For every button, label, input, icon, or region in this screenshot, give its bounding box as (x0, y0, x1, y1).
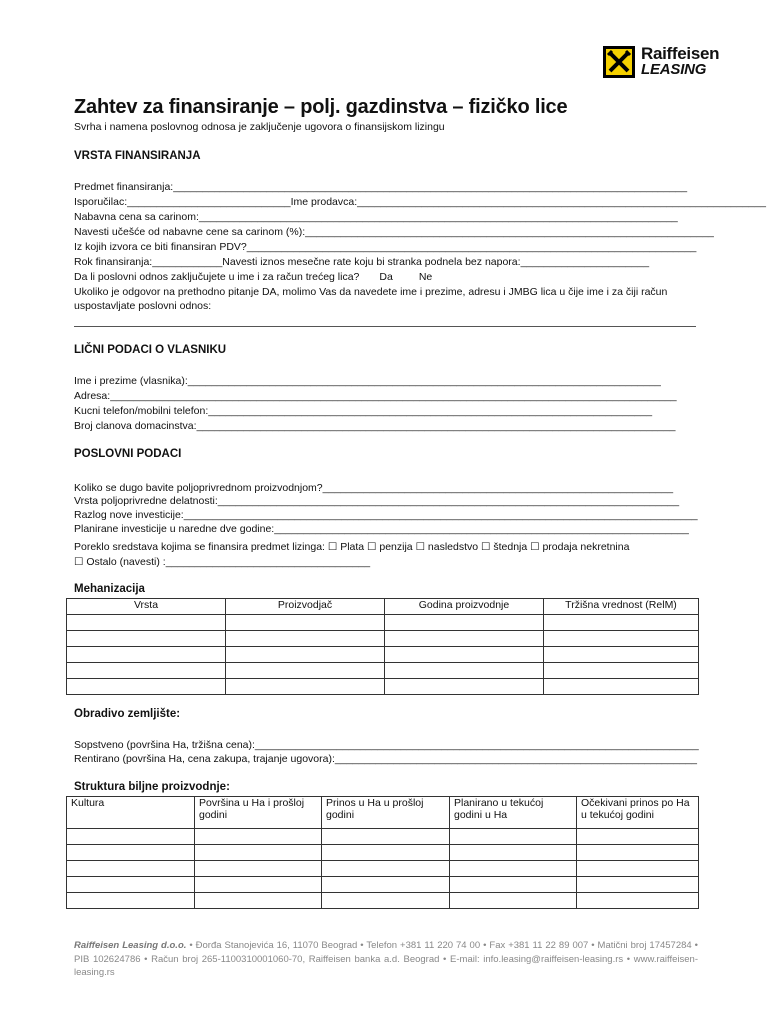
field-label: Razlog nove investicije: (74, 509, 184, 521)
column-header: Vrsta (67, 599, 226, 615)
table-row (67, 663, 699, 679)
table-row (67, 829, 699, 845)
field-isporucilac[interactable]: Isporučilac:____________________________Ime prodavca:______________________________________________________________________ (74, 196, 766, 208)
table-cell[interactable] (67, 861, 195, 877)
table-cell[interactable] (450, 877, 577, 893)
footer-contact-text: • Đorđa Stanojevića 16, 11070 Beograd • Telefon +381 11 220 74 00 • Fax +381 11 22 89 007 • Matični broj 17457284 • PIB 102624786 • Račun broj 265-1100310001060-70, Raiffeisen banka a.d. Beograd • E-mail: info.leasing@raiffeisen-leasing.rs • www.raiffeisen-leasing.rs (74, 940, 698, 978)
table-cell[interactable] (577, 829, 699, 845)
table-cell[interactable] (322, 829, 450, 845)
table-cell[interactable] (195, 861, 322, 877)
section-heading-poslovni: POSLOVNI PODACI (74, 448, 182, 460)
table-row (67, 647, 699, 663)
field-label: ☐ Ostalo (navesti) : (74, 556, 166, 568)
field-adresa[interactable]: Adresa:_________________________________________________________________________________________________ (74, 390, 677, 402)
page-title: Zahtev za finansiranje – polj. gazdinstva – fizičko lice (74, 96, 568, 118)
field-ostalo[interactable]: ☐ Ostalo (navesti) :___________________________________ (74, 556, 371, 568)
field-label: Isporučilac: (74, 196, 128, 208)
footer (74, 939, 698, 980)
field-label-rata: Navesti iznos mesečne rate koju bi stranka podnela bez napora: (222, 256, 521, 268)
field-pdv[interactable]: Iz kojih izvora ce biti finansiran PDV?_____________________________________________________________________________ (74, 241, 697, 253)
field-koliko-dugo[interactable]: Koliko se dugo bavite poljoprivrednom proizvodnjom?____________________________________________________________ (74, 482, 674, 494)
table-cell[interactable] (385, 615, 544, 631)
column-header: Proizvodjač (226, 599, 385, 615)
page-subtitle: Svrha i namena poslovnog odnosa je zaključenje ugovora o finansijskom lizingu (74, 121, 445, 133)
column-header: Površina u Ha i prošloj godini (195, 797, 322, 829)
table-cell[interactable] (195, 829, 322, 845)
table-row (67, 845, 699, 861)
field-broj-clanova[interactable]: Broj clanova domacinstva:__________________________________________________________________________________ (74, 420, 676, 432)
section-heading-struktura: Struktura biljne proizvodnje: (74, 781, 230, 793)
column-header: Godina proizvodnje (385, 599, 544, 615)
field-label: Rok finansiranja: (74, 256, 153, 268)
table-cell[interactable] (385, 663, 544, 679)
table-cell[interactable] (322, 877, 450, 893)
table-cell[interactable] (322, 893, 450, 909)
logo-text-raiffeisen: Raiffeisen (641, 44, 720, 63)
field-label: Ime i prezime (vlasnika): (74, 375, 188, 387)
table-cell[interactable] (544, 679, 699, 695)
table-cell[interactable] (226, 647, 385, 663)
table-cell[interactable] (544, 631, 699, 647)
table-cell[interactable] (226, 631, 385, 647)
field-label: Vrsta poljoprivredne delatnosti: (74, 495, 218, 507)
field-label: Da li poslovni odnos zaključujete u ime i za račun trećeg lica? (74, 271, 360, 283)
field-label: Navesti učešće od nabavne cene sa carinom (%): (74, 226, 306, 238)
ukoliko-text: Ukoliko je odgovor na prethodno pitanje DA, molimo Vas da navedete ime i prezime, adresu i JMBG lica u čije ime i za čiji račun uspostavljate poslovni odnos: (74, 286, 668, 312)
table-cell[interactable] (385, 631, 544, 647)
footer-company: Raiffeisen Leasing d.o.o. (74, 940, 187, 951)
field-razlog[interactable]: Razlog nove investicije:________________________________________________________________________________________ (74, 509, 698, 521)
table-cell[interactable] (577, 893, 699, 909)
raiffeisen-gable-cross-icon (603, 46, 635, 78)
table-row (67, 877, 699, 893)
table-cell[interactable] (322, 861, 450, 877)
field-telefon[interactable]: Kucni telefon/mobilni telefon:____________________________________________________________________________ (74, 405, 653, 417)
table-cell[interactable] (450, 829, 577, 845)
field-label: Sopstveno (površina Ha, tržišna cena): (74, 739, 255, 751)
table-cell[interactable] (544, 615, 699, 631)
table-cell[interactable] (67, 893, 195, 909)
field-label: Iz kojih izvora ce biti finansiran PDV? (74, 241, 247, 253)
table-row (67, 615, 699, 631)
table-cell[interactable] (195, 893, 322, 909)
section-heading-vrsta: VRSTA FINANSIRANJA (74, 150, 201, 162)
table-row (67, 861, 699, 877)
field-label: Kucni telefon/mobilni telefon: (74, 405, 209, 417)
raiffeisen-leasing-logo (603, 46, 733, 80)
table-cell[interactable] (226, 663, 385, 679)
table-cell[interactable] (226, 615, 385, 631)
table-cell[interactable] (322, 845, 450, 861)
option-da[interactable]: Da (379, 271, 393, 283)
table-cell[interactable] (385, 647, 544, 663)
field-ime-prezime[interactable]: Ime i prezime (vlasnika):_________________________________________________________________________________ (74, 375, 661, 387)
table-row (67, 679, 699, 695)
field-ucesce[interactable]: Navesti učešće od nabavne cene sa carinom (%):______________________________________________________________________ (74, 226, 714, 238)
option-ne[interactable]: Ne (418, 271, 433, 283)
field-predmet[interactable]: Predmet finansiranja:________________________________________________________________________________________ (74, 181, 688, 193)
field-label-ime-prodavca: Ime prodavca: (290, 196, 358, 208)
table-cell[interactable] (226, 679, 385, 695)
table-cell[interactable] (385, 679, 544, 695)
table-cell[interactable] (450, 861, 577, 877)
field-label: Rentirano (površina Ha, cena zakupa, trajanje ugovora): (74, 753, 335, 765)
table-cell[interactable] (577, 877, 699, 893)
table-cell[interactable] (67, 829, 195, 845)
field-label: Poreklo sredstava kojima se finansira predmet lizinga: ☐ Plata ☐ penzija ☐ nasledstvo ☐ štednja ☐ prodaja nekretnina (74, 541, 630, 553)
field-nabavna-cena[interactable]: Nabavna cena sa carinom:__________________________________________________________________________________ (74, 211, 678, 223)
table-cell[interactable] (450, 845, 577, 861)
field-label: Nabavna cena sa carinom: (74, 211, 199, 223)
table-cell[interactable] (67, 877, 195, 893)
table-row (67, 893, 699, 909)
section-heading-licni: LIČNI PODACI O VLASNIKU (74, 344, 227, 356)
column-header: Očekivani prinos po Ha u tekućoj godini (577, 797, 699, 829)
section-heading-obradivo: Obradivo zemljište: (74, 708, 181, 720)
ukoliko-answer-line[interactable] (74, 326, 696, 327)
column-header: Tržišna vrednost (RelM) (544, 599, 699, 615)
field-vrsta-delatnosti[interactable]: Vrsta poljoprivredne delatnosti:_______________________________________________________________________________ (74, 495, 680, 507)
field-label: Broj clanova domacinstva: (74, 420, 197, 432)
mehanizacija-table (66, 598, 699, 695)
table-cell[interactable] (67, 679, 226, 695)
column-header: Kultura (67, 797, 195, 829)
field-trece-lice (74, 270, 696, 284)
table-cell[interactable] (544, 647, 699, 663)
table-cell[interactable] (577, 861, 699, 877)
table-cell[interactable] (544, 663, 699, 679)
section-heading-mehanizacija: Mehanizacija (74, 583, 145, 595)
field-planirane[interactable]: Planirane investicije u naredne dve godine:_______________________________________________________________________ (74, 523, 689, 535)
column-header: Prinos u Ha u prošloj godini (322, 797, 450, 829)
field-label: Planirane investicije u naredne dve godine: (74, 523, 275, 535)
struktura-table (66, 796, 699, 909)
table-cell[interactable] (67, 647, 226, 663)
column-header: Planirano u tekućoj godini u Ha (450, 797, 577, 829)
table-cell[interactable] (450, 893, 577, 909)
table-cell[interactable] (67, 845, 195, 861)
field-label: Koliko se dugo bavite poljoprivrednom proizvodnjom? (74, 482, 323, 494)
field-label: Predmet finansiranja: (74, 181, 174, 193)
field-rentirano[interactable]: Rentirano (površina Ha, cena zakupa, trajanje ugovora):______________________________________________________________ (74, 753, 697, 765)
table-cell[interactable] (195, 845, 322, 861)
table-header-row (67, 797, 699, 829)
table-row (67, 631, 699, 647)
table-cell[interactable] (67, 631, 226, 647)
field-poreklo[interactable] (74, 540, 696, 554)
table-header-row (67, 599, 699, 615)
logo-text-leasing: LEASING (641, 61, 707, 78)
table-cell[interactable] (577, 845, 699, 861)
field-rok-rata[interactable]: Rok finansiranja:____________Navesti iznos mesečne rate koju bi stranka podnela bez napora:______________________ (74, 256, 650, 268)
field-sopstveno[interactable]: Sopstveno (površina Ha, tržišna cena):____________________________________________________________________________ (74, 739, 699, 751)
table-cell[interactable] (67, 663, 226, 679)
table-cell[interactable] (67, 615, 226, 631)
field-label: Adresa: (74, 390, 111, 402)
table-cell[interactable] (195, 877, 322, 893)
